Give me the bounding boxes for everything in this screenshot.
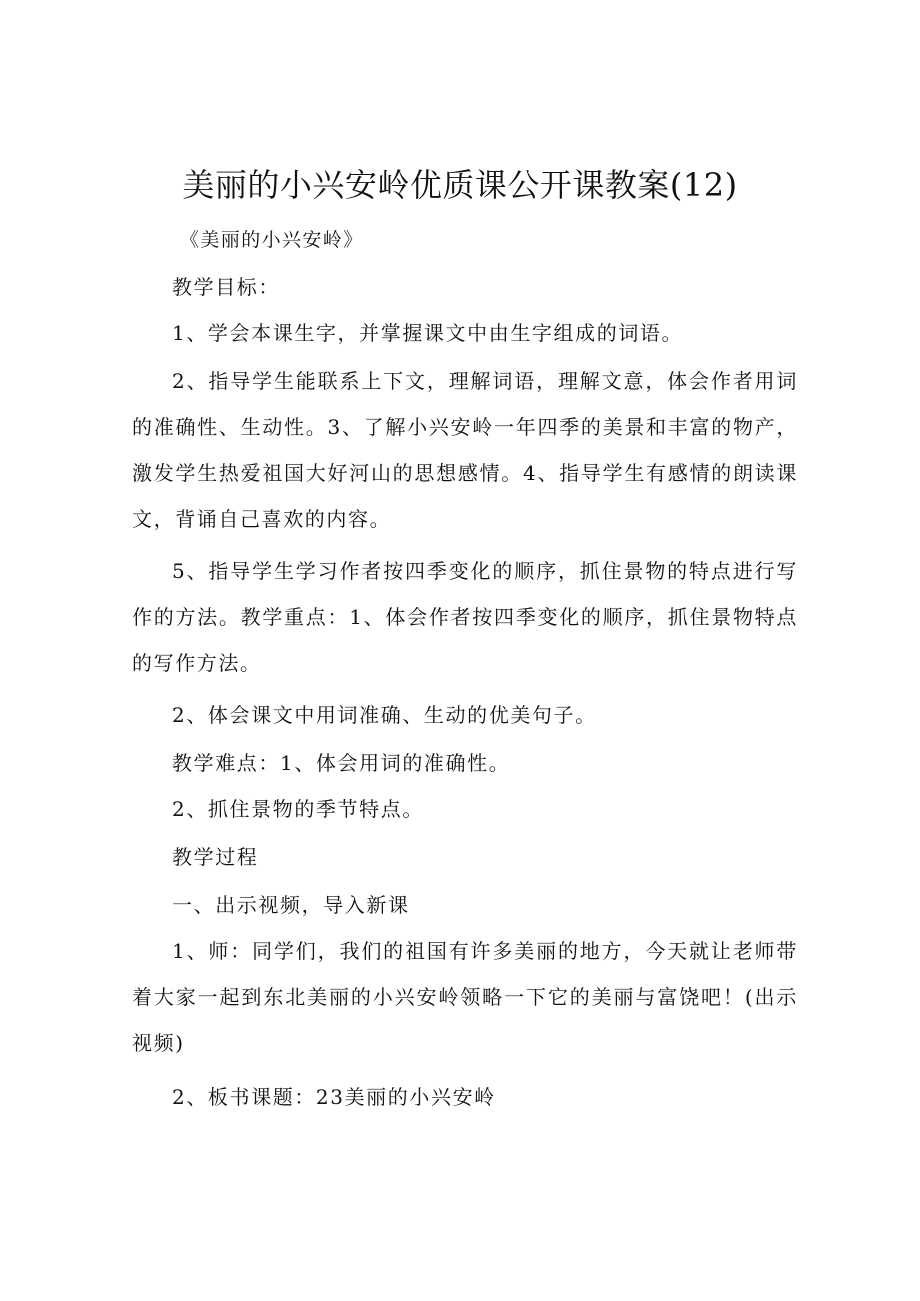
paragraph-objective-5-key-point: 5、指导学生学习作者按四季变化的顺序，抓住景物的特点进行写作的方法。教学重点：1、体会作者按四季变化的顺序，抓住景物特点的写作方法。: [132, 559, 798, 675]
paragraph-difficulty-1: 教学难点：1、体会用词的准确性。: [172, 751, 511, 775]
paragraph-key-point-2: 2、体会课文中用词准确、生动的优美句子。: [172, 703, 597, 727]
paragraph-process-heading: 教学过程: [172, 845, 259, 869]
document-title: 美丽的小兴安岭优质课公开课教案(12): [182, 166, 738, 204]
paragraph-objectives-heading: 教学目标：: [172, 275, 280, 299]
document-subtitle: 《美丽的小兴安岭》: [180, 229, 364, 251]
paragraph-difficulty-2: 2、抓住景物的季节特点。: [172, 797, 424, 821]
paragraph-step-2: 2、板书课题：23美丽的小兴安岭: [172, 1085, 496, 1109]
paragraph-step-1: 1、师：同学们，我们的祖国有许多美丽的地方，今天就让老师带着大家一起到东北美丽的小兴安岭领略一下它的美丽与富饶吧！(出示视频): [132, 939, 798, 1055]
paragraph-objective-1: 1、学会本课生字，并掌握课文中由生字组成的词语。: [172, 321, 684, 345]
paragraph-objective-2-4: 2、指导学生能联系上下文，理解词语，理解文意，体会作者用词的准确性、生动性。3、了解小兴安岭一年四季的美景和丰富的物产，激发学生热爱祖国大好河山的思想感情。4、指导学生有感情的朗读课文，背诵自己喜欢的内容。: [132, 369, 798, 531]
paragraph-step-one: 一、出示视频，导入新课: [172, 893, 410, 917]
